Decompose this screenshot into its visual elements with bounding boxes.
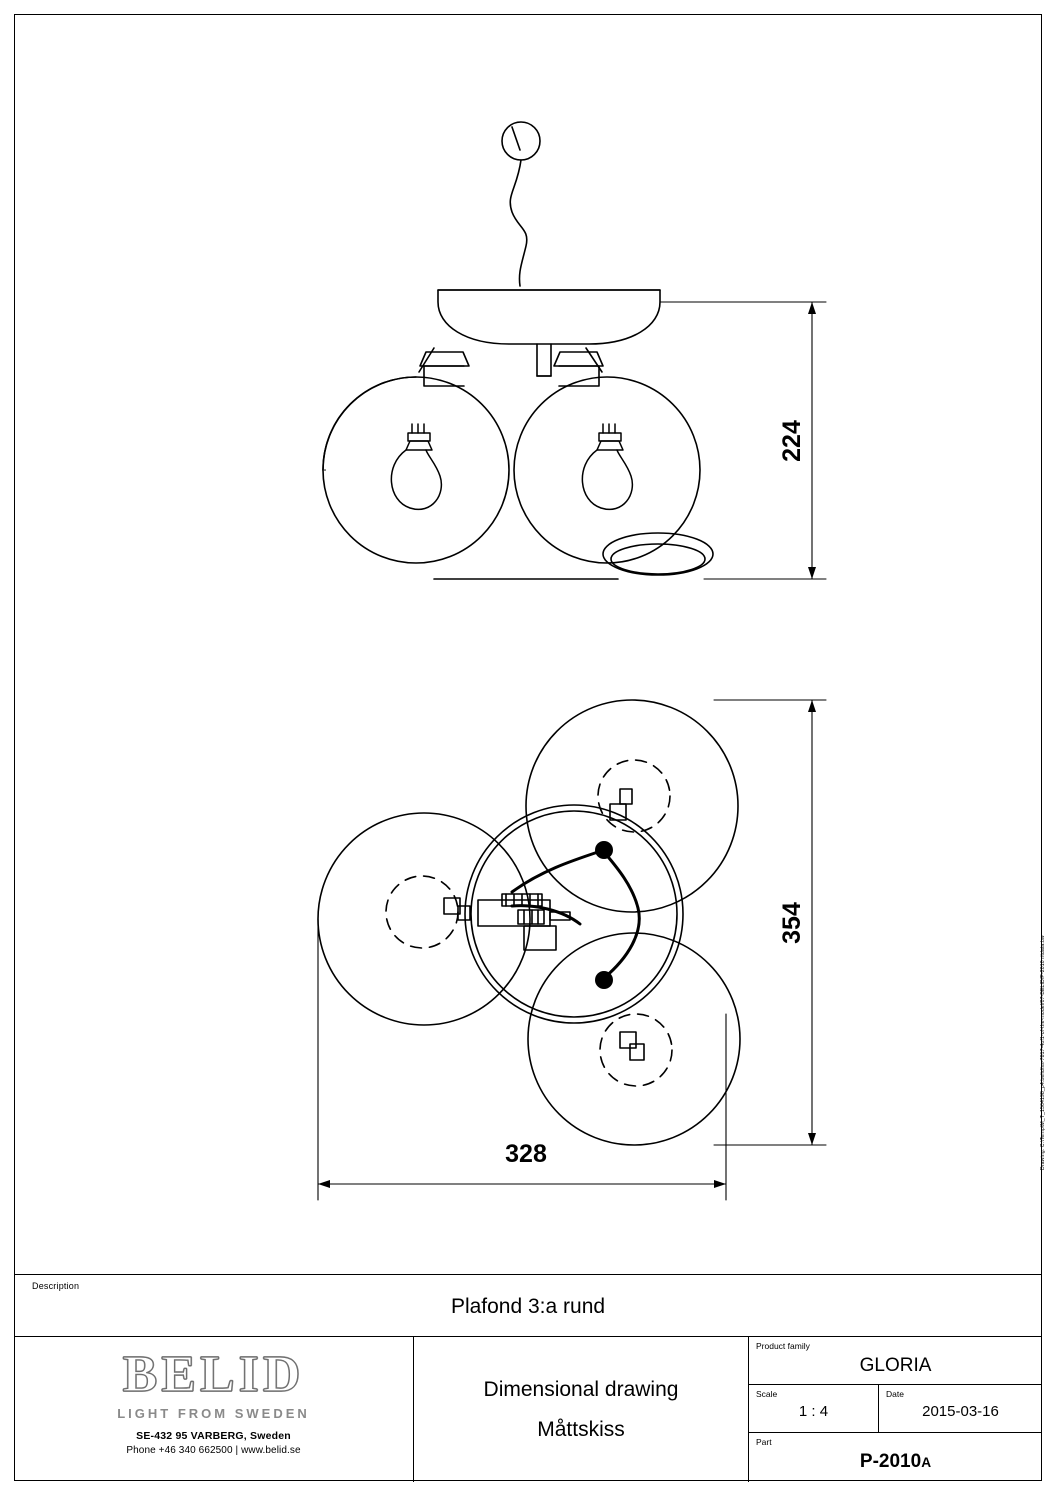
- dimension-label-width: 328: [505, 1140, 547, 1168]
- right-bulb: [582, 424, 632, 509]
- left-globe: [323, 377, 509, 563]
- product-family-cell: [749, 1337, 1042, 1384]
- dimension-label-height: 224: [778, 420, 806, 462]
- rear-globe-edge: [603, 533, 713, 575]
- date-cell: [879, 1385, 1042, 1432]
- scale-label: Scale: [756, 1389, 778, 1399]
- side-elevation-view: [323, 122, 713, 579]
- drawing-area: [14, 14, 1042, 1274]
- drawing-type-en: Dimensional drawing: [483, 1377, 679, 1401]
- right-socket: [559, 366, 599, 386]
- scale-cell: [749, 1385, 879, 1432]
- wiring-node-bottom: [595, 971, 613, 989]
- scale-value: 1 : 4: [798, 1403, 829, 1420]
- part-revision: A: [921, 1455, 932, 1470]
- product-family-value: GLORIA: [859, 1355, 932, 1376]
- part-row: [749, 1433, 1042, 1482]
- date-label: Date: [886, 1389, 904, 1399]
- canopy-body: [438, 290, 660, 344]
- description-row: [14, 1275, 1042, 1337]
- wiring-node-top: [595, 841, 613, 859]
- drawing-file-note: Drawing: C:\Temp\M_T_1564198_p4.belid/ss-7817-4of1-of-the-model/07-BELID/P-2010 ritdata.bw: [1040, 935, 1046, 1170]
- suspension-cable: [510, 160, 527, 286]
- terminal-block: [478, 894, 570, 950]
- arrow-down: [808, 567, 816, 579]
- part-number: P-2010: [859, 1451, 922, 1472]
- metadata-cells: [749, 1337, 1042, 1482]
- plan-canopy-outer: [465, 805, 683, 1023]
- part-cell: [749, 1433, 1042, 1482]
- drawing-type-cell: [414, 1337, 749, 1482]
- hook-ring: [502, 122, 540, 160]
- plan-globe-bottom: [528, 933, 740, 1145]
- right-globe: [514, 377, 700, 563]
- title-block: [14, 1274, 1042, 1481]
- left-globe-arc: [323, 377, 416, 470]
- product-family-label: Product family: [756, 1341, 810, 1351]
- wiring-upper: [512, 850, 604, 892]
- brand-tagline: LIGHT FROM SWEDEN: [117, 1406, 310, 1421]
- title-block-lower: [14, 1337, 1042, 1482]
- technical-drawing: [14, 14, 1042, 1274]
- drawing-type-sv: Måttskiss: [537, 1417, 625, 1441]
- scale-date-row: [749, 1385, 1042, 1433]
- plan-view: [318, 700, 740, 1145]
- plan-socket-dashed: [386, 760, 672, 1086]
- plan-canopy-inner: [471, 811, 677, 1017]
- product-family-row: [749, 1337, 1042, 1385]
- description-value: Plafond 3:a rund: [450, 1295, 606, 1318]
- description-label: Description: [32, 1281, 80, 1291]
- dimension-label-depth: 354: [778, 902, 806, 944]
- left-bulb: [391, 424, 441, 509]
- part-label: Part: [756, 1437, 772, 1447]
- brand-name: BELID: [122, 1346, 305, 1403]
- arrow-up: [808, 302, 816, 314]
- left-socket: [424, 366, 464, 386]
- company-contact: Phone +46 340 662500 | www.belid.se: [126, 1445, 301, 1456]
- part-value-wrap: [749, 1451, 1042, 1473]
- date-value: 2015-03-16: [922, 1403, 999, 1420]
- hook-detail: [512, 127, 520, 150]
- center-stem: [537, 344, 551, 376]
- wiring-loop: [604, 852, 639, 978]
- company-address: SE-432 95 VARBERG, Sweden: [136, 1430, 291, 1442]
- company-logo: [14, 1337, 414, 1482]
